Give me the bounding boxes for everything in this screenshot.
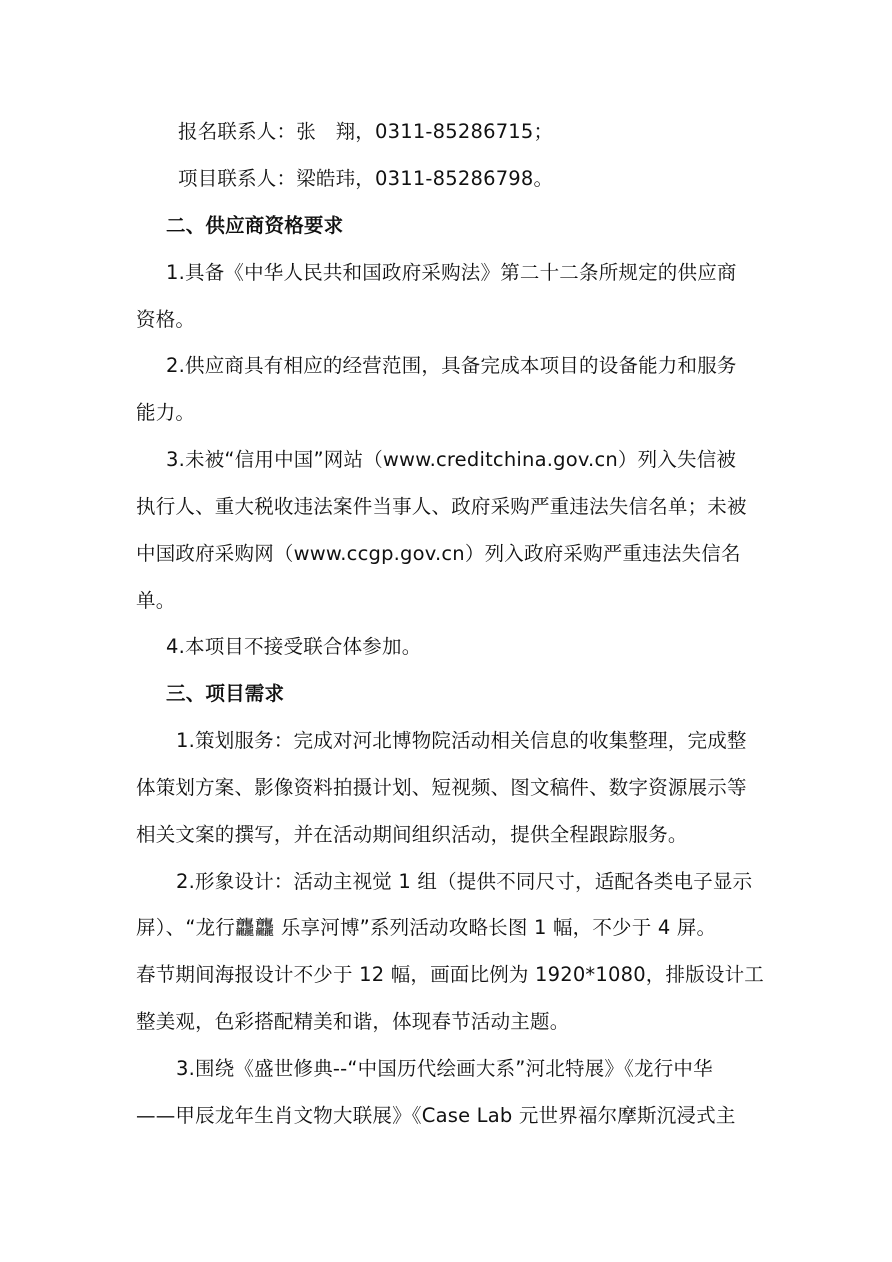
paragraph-line: 2.形象设计：活动主视觉 1 组（提供不同尺寸，适配各类电子显示 xyxy=(176,870,753,893)
paragraph-line: 屏）、“龙行龘龘 乐享河博”系列活动攻略长图 1 幅，不少于 4 屏。 xyxy=(136,916,717,939)
paragraph-line: ——甲辰龙年生肖文物大联展》《Case Lab 元世界福尔摩斯沉浸式主 xyxy=(136,1104,736,1127)
paragraph-line: 资格。 xyxy=(136,308,196,331)
paragraph-line: 春节期间海报设计不少于 12 幅，画面比例为 1920*1080，排版设计工 xyxy=(136,963,765,986)
paragraph-line: 2.供应商具有相应的经营范围，具备完成本项目的设备能力和服务 xyxy=(166,354,737,377)
paragraph-line: 3.围绕《盛世修典--“中国历代绘画大系”河北特展》《龙行中华 xyxy=(176,1057,713,1080)
paragraph-line: 中国政府采购网（www.ccgp.gov.cn）列入政府采购严重违法失信名 xyxy=(136,542,741,565)
paragraph-line: 单。 xyxy=(136,589,176,612)
section-heading-project-requirements: 三、项目需求 xyxy=(166,682,285,705)
paragraph-line: 4.本项目不接受联合体参加。 xyxy=(166,635,422,658)
paragraph-line: 1.策划服务：完成对河北博物院活动相关信息的收集整理，完成整 xyxy=(176,729,747,752)
paragraph-line: 相关文案的撰写，并在活动期间组织活动，提供全程跟踪服务。 xyxy=(136,823,688,846)
paragraph-line: 3.未被“信用中国”网站（www.creditchina.gov.cn）列入失信被 xyxy=(166,448,737,471)
paragraph-line: 整美观，色彩搭配精美和谐，体现春节活动主题。 xyxy=(136,1010,570,1033)
paragraph-line: 执行人、重大税收违法案件当事人、政府采购严重违法失信名单；未被 xyxy=(136,495,747,518)
registration-contact: 报名联系人：张 翔，0311-85286715； xyxy=(178,120,554,143)
paragraph-line: 体策划方案、影像资料拍摄计划、短视频、图文稿件、数字资源展示等 xyxy=(136,776,747,799)
paragraph-line: 能力。 xyxy=(136,401,196,424)
project-contact: 项目联系人：梁皓玮，0311-85286798。 xyxy=(178,167,554,190)
section-heading-supplier-qualification: 二、供应商资格要求 xyxy=(166,214,344,237)
paragraph-line: 1.具备《中华人民共和国政府采购法》第二十二条所规定的供应商 xyxy=(166,261,737,284)
